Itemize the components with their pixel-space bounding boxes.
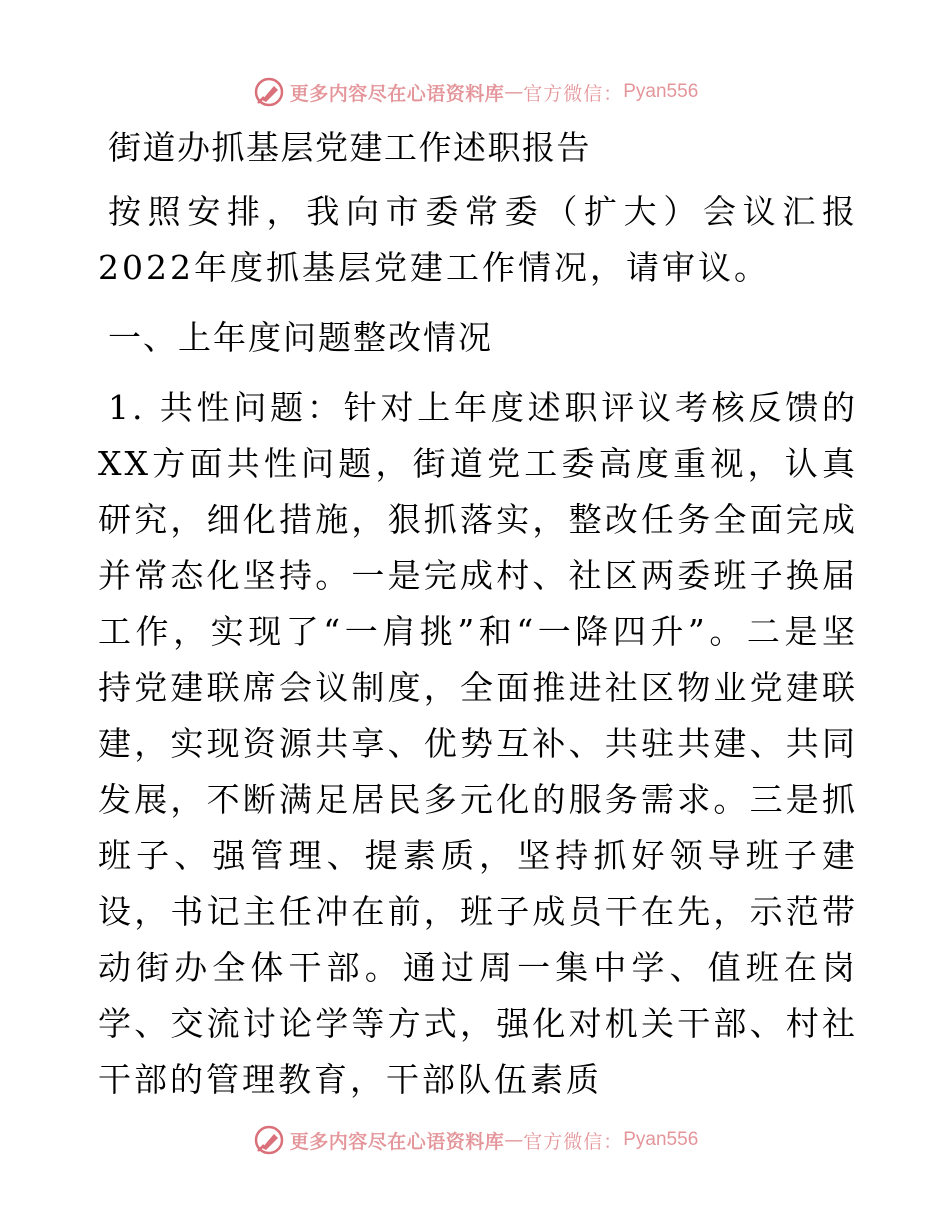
pen-nib-logo-icon xyxy=(252,1123,286,1157)
watermark-handle: Pyan556 xyxy=(623,1129,699,1150)
watermark-brand: 更多内容尽在心语资料库 xyxy=(289,1130,505,1153)
watermark-brand: 更多内容尽在心语资料库 xyxy=(289,82,505,105)
pen-nib-logo-icon xyxy=(252,75,286,109)
section-heading: 一、上年度问题整改情况 xyxy=(108,318,493,357)
watermark-handle: Pyan556 xyxy=(623,81,699,102)
watermark-separator: — xyxy=(504,81,524,103)
document-title: 街道办抓基层党建工作述职报告 xyxy=(108,128,591,167)
watermark-wechat-label: 官方微信： xyxy=(523,82,624,105)
watermark-header xyxy=(0,72,950,112)
watermark-wechat-label: 官方微信： xyxy=(523,1130,624,1153)
watermark-separator: — xyxy=(504,1129,524,1151)
body-paragraph: 1. 共性问题：针对上年度述职评议考核反馈的XX方面共性问题，街道党工委高度重视，认真研究，细化措施，狠抓落实，整改任务全面完成并常态化坚持。一是完成村、社区两委班子换届工作，实现了“一肩挑”和“一降四升”。二是坚持党建联席会议制度，全面推进社区物业党建联建，实现资源共享、优势互补、共驻共建、共同发展，不断满足居民多元化的服务需求。三是抓班子、强管理、提素质，坚持抓好领导班子建设，书记主任冲在前，班子成员干在先，示范带动街办全体干部。通过周一集中学、值班在岗学、交流讨论学等方式，强化对机关干部、村社干部的管理教育，干部队伍素质 xyxy=(98,388,858,1099)
document-body xyxy=(98,120,858,1108)
watermark-footer xyxy=(0,1120,950,1160)
intro-paragraph: 按照安排，我向市委常委（扩大）会议汇报2022年度抓基层党建工作情况，请审议。 xyxy=(98,192,858,287)
